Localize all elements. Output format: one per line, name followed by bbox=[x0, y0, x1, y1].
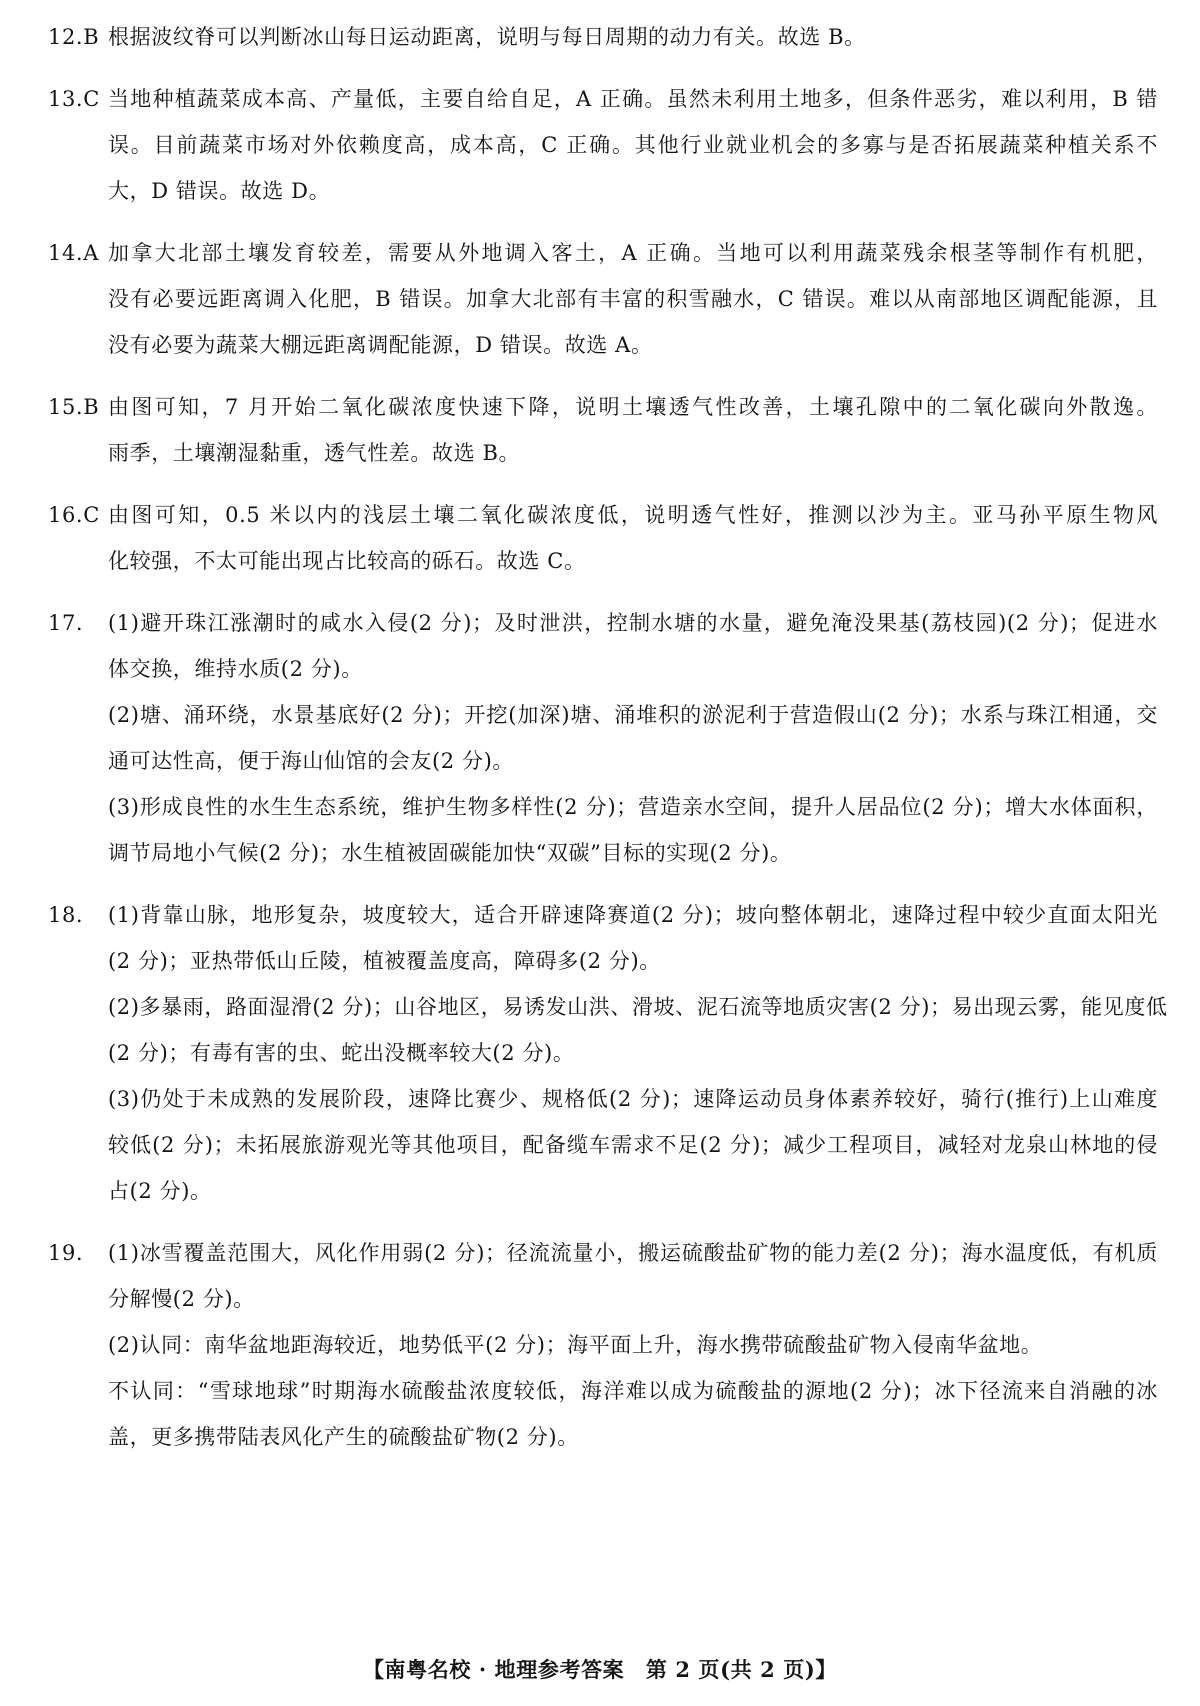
answer-line: 较低(2 分)；未拓展旅游观光等其他项目，配备缆车需求不足(2 分)；减少工程项目，减轻对龙泉山林地的侵 bbox=[108, 1133, 1158, 1157]
answer-line: (2)认同：南华盆地距海较近，地势低平(2 分)；海平面上升，海水携带硫酸盐矿物入侵南华盆地。 bbox=[108, 1333, 1043, 1357]
question-number: 12.B bbox=[48, 25, 100, 49]
answer-line: 体交换，维持水质(2 分)。 bbox=[108, 657, 363, 681]
answer-line: (2)塘、涌环绕，水景基底好(2 分)；开挖(加深)塘、涌堆积的淤泥利于营造假山(2 分)；水系与珠江相通，交 bbox=[108, 703, 1158, 727]
question-number: 14.A bbox=[48, 241, 99, 265]
answer-line: 分解慢(2 分)。 bbox=[108, 1287, 255, 1311]
answer-item bbox=[48, 14, 1158, 60]
page-footer: 【南粤名校 · 地理参考答案 第 2 页(共 2 页)】 bbox=[362, 1657, 838, 1682]
answer-line: 由图可知，7 月开始二氧化碳浓度快速下降，说明土壤透气性改善，土壤孔隙中的二氧化碳向外散逸。 bbox=[108, 395, 1158, 419]
question-number: 17. bbox=[48, 611, 84, 635]
answer-line: 化较强，不太可能出现占比较高的砾石。故选 C。 bbox=[108, 549, 586, 573]
answer-item bbox=[48, 1230, 1158, 1460]
question-number: 19. bbox=[48, 1241, 84, 1265]
answer-line: 通可达性高，便于海山仙馆的会友(2 分)。 bbox=[108, 749, 515, 773]
answer-line: 误。目前蔬菜市场对外依赖度高，成本高，C 正确。其他行业就业机会的多寡与是否拓展蔬菜种植关系不 bbox=[108, 133, 1158, 157]
question-number: 16.C bbox=[48, 503, 100, 527]
answer-line: 雨季，土壤潮湿黏重，透气性差。故选 B。 bbox=[108, 441, 521, 465]
answer-line: 由图可知，0.5 米以内的浅层土壤二氧化碳浓度低，说明透气性好，推测以沙为主。亚马孙平原生物风 bbox=[108, 503, 1158, 527]
answer-line: (2 分)；亚热带低山丘陵，植被覆盖度高，障碍多(2 分)。 bbox=[108, 949, 661, 973]
answer-line: (1)冰雪覆盖范围大，风化作用弱(2 分)；径流流量小，搬运硫酸盐矿物的能力差(2 分)；海水温度低，有机质 bbox=[108, 1241, 1158, 1265]
question-number: 15.B bbox=[48, 395, 100, 419]
answer-item bbox=[48, 600, 1158, 876]
answer-line: (2 分)；有毒有害的虫、蛇出没概率较大(2 分)。 bbox=[108, 1041, 575, 1065]
answer-line: 占(2 分)。 bbox=[108, 1179, 212, 1203]
answer-line: (3)仍处于未成熟的发展阶段，速降比赛少、规格低(2 分)；速降运动员身体素养较好，骑行(推行)上山难度 bbox=[108, 1087, 1158, 1111]
answer-line: 大，D 错误。故选 D。 bbox=[108, 179, 331, 203]
answer-content bbox=[48, 14, 1168, 1476]
answer-line: 不认同：“雪球地球”时期海水硫酸盐浓度较低，海洋难以成为硫酸盐的源地(2 分)；冰下径流来自消融的冰 bbox=[108, 1379, 1158, 1403]
answer-line: 没有必要为蔬菜大棚远距离调配能源，D 错误。故选 A。 bbox=[108, 333, 653, 357]
answer-item bbox=[48, 892, 1168, 1214]
answer-item bbox=[48, 492, 1158, 584]
answer-line: 根据波纹脊可以判断冰山每日运动距离，说明与每日周期的动力有关。故选 B。 bbox=[108, 25, 866, 49]
question-number: 13.C bbox=[48, 87, 100, 111]
answer-item bbox=[48, 76, 1158, 214]
answer-line: (1)避开珠江涨潮时的咸水入侵(2 分)；及时泄洪，控制水塘的水量，避免淹没果基(荔枝园)(2 分)；促进水 bbox=[108, 611, 1158, 635]
answer-line: 加拿大北部土壤发育较差，需要从外地调入客土，A 正确。当地可以利用蔬菜残余根茎等制作有机肥， bbox=[108, 241, 1158, 265]
answer-line: 没有必要远距离调入化肥，B 错误。加拿大北部有丰富的积雪融水，C 错误。难以从南部地区调配能源，且 bbox=[108, 287, 1158, 311]
answer-line: (1)背靠山脉，地形复杂，坡度较大，适合开辟速降赛道(2 分)；坡向整体朝北，速降过程中较少直面太阳光 bbox=[108, 903, 1158, 927]
answer-line: 盖，更多携带陆表风化产生的硫酸盐矿物(2 分)。 bbox=[108, 1425, 579, 1449]
answer-line: 当地种植蔬菜成本高、产量低，主要自给自足，A 正确。虽然未利用土地多，但条件恶劣，难以利用，B 错 bbox=[108, 87, 1158, 111]
answer-line: (3)形成良性的水生生态系统，维护生物多样性(2 分)；营造亲水空间，提升人居品位(2 分)；增大水体面积， bbox=[108, 795, 1158, 819]
answer-line: (2)多暴雨，路面湿滑(2 分)；山谷地区，易诱发山洪、滑坡、泥石流等地质灾害(2 分)；易出现云雾，能见度低 bbox=[108, 995, 1168, 1019]
answer-item bbox=[48, 230, 1158, 368]
question-number: 18. bbox=[48, 903, 84, 927]
answer-line: 调节局地小气候(2 分)；水生植被固碳能加快“双碳”目标的实现(2 分)。 bbox=[108, 841, 792, 865]
answer-item bbox=[48, 384, 1158, 476]
